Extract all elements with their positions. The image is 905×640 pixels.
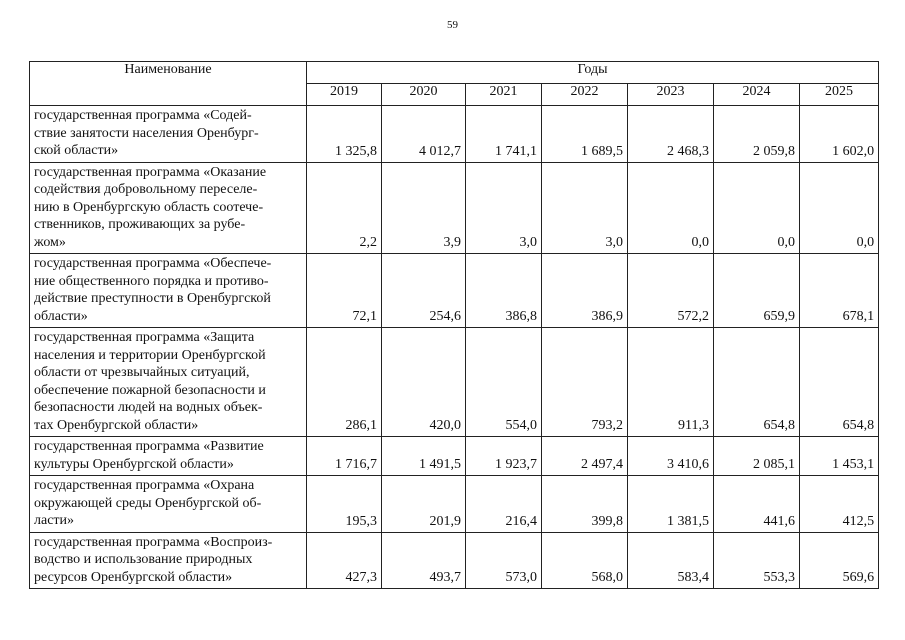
table-body <box>30 106 879 589</box>
value-cell: 572,2 <box>628 254 714 328</box>
program-name-cell <box>30 162 307 254</box>
column-header-year: 2023 <box>628 84 714 106</box>
value-cell: 4 012,7 <box>382 106 466 163</box>
value-cell: 216,4 <box>466 476 542 533</box>
value-cell: 659,9 <box>714 254 800 328</box>
program-name-line: области от чрезвычайных ситуаций, <box>34 365 250 380</box>
program-name-line: государственная программа «Охрана <box>34 478 255 493</box>
value-cell: 654,8 <box>714 328 800 437</box>
program-name-line: государственная программа «Оказание <box>34 164 267 180</box>
program-name-cell <box>30 254 307 328</box>
program-name-line: ской области» <box>34 143 119 158</box>
table-header <box>30 62 879 106</box>
value-cell: 573,0 <box>466 532 542 589</box>
value-cell: 2 085,1 <box>714 437 800 476</box>
value-cell: 1 453,1 <box>800 437 879 476</box>
value-cell: 3,0 <box>542 162 628 254</box>
value-cell: 2,2 <box>307 162 382 254</box>
value-cell: 1 716,7 <box>307 437 382 476</box>
program-name-line: тах Оренбургской области» <box>34 417 199 433</box>
page-number: 59 <box>447 19 458 31</box>
column-header-year: 2024 <box>714 84 800 106</box>
table-row <box>30 328 879 437</box>
column-header-year: 2019 <box>307 84 382 106</box>
program-name-line: государственная программа «Защита <box>34 330 255 345</box>
program-name-line: государственная программа «Развитие <box>34 439 264 454</box>
value-cell: 286,1 <box>307 328 382 437</box>
budget-table <box>29 61 879 589</box>
program-name-line: жом» <box>34 234 66 250</box>
value-cell: 1 689,5 <box>542 106 628 163</box>
table-row <box>30 162 879 254</box>
program-name-cell <box>30 532 307 589</box>
value-cell: 493,7 <box>382 532 466 589</box>
value-cell: 1 381,5 <box>628 476 714 533</box>
value-cell: 427,3 <box>307 532 382 589</box>
program-name-line: содействия добровольному переселе- <box>34 182 258 197</box>
program-name-line: ресурсов Оренбургской области» <box>34 569 233 585</box>
program-name-line: области» <box>34 308 88 324</box>
program-name-line: государственная программа «Содей- <box>34 108 252 123</box>
value-cell: 399,8 <box>542 476 628 533</box>
program-name-line: государственная программа «Воспроиз- <box>34 534 273 550</box>
value-cell: 0,0 <box>628 162 714 254</box>
value-cell: 3,0 <box>466 162 542 254</box>
value-cell: 441,6 <box>714 476 800 533</box>
program-name-line: ласти» <box>34 513 75 528</box>
program-name-line: ние общественного порядка и противо- <box>34 273 269 289</box>
column-header-year: 2021 <box>466 84 542 106</box>
program-name-line: безопасности людей на водных объек- <box>34 400 263 415</box>
program-name-line: государственная программа «Обеспече- <box>34 256 272 271</box>
header-row-top <box>30 62 879 84</box>
value-cell: 1 325,8 <box>307 106 382 163</box>
program-name-cell <box>30 437 307 476</box>
column-header-year: 2022 <box>542 84 628 106</box>
program-name-line: населения и территории Оренбургской <box>34 347 266 363</box>
value-cell: 1 923,7 <box>466 437 542 476</box>
value-cell: 201,9 <box>382 476 466 533</box>
program-name-line: водство и использование природных <box>34 552 253 567</box>
value-cell: 1 741,1 <box>466 106 542 163</box>
value-cell: 420,0 <box>382 328 466 437</box>
value-cell: 412,5 <box>800 476 879 533</box>
value-cell: 911,3 <box>628 328 714 437</box>
program-name-line: окружающей среды Оренбургской об- <box>34 495 262 511</box>
program-name-cell <box>30 476 307 533</box>
value-cell: 0,0 <box>800 162 879 254</box>
table-row <box>30 106 879 163</box>
column-header-years: Годы <box>307 62 879 84</box>
value-cell: 0,0 <box>714 162 800 254</box>
program-name-line: обеспечение пожарной безопасности и <box>34 382 266 398</box>
program-name-cell <box>30 328 307 437</box>
value-cell: 569,6 <box>800 532 879 589</box>
value-cell: 654,8 <box>800 328 879 437</box>
value-cell: 2 468,3 <box>628 106 714 163</box>
value-cell: 1 491,5 <box>382 437 466 476</box>
value-cell: 2 059,8 <box>714 106 800 163</box>
value-cell: 386,8 <box>466 254 542 328</box>
value-cell: 3 410,6 <box>628 437 714 476</box>
value-cell: 2 497,4 <box>542 437 628 476</box>
value-cell: 386,9 <box>542 254 628 328</box>
program-name-line: культуры Оренбургской области» <box>34 456 234 472</box>
value-cell: 678,1 <box>800 254 879 328</box>
program-name-line: действие преступности в Оренбургской <box>34 291 271 306</box>
value-cell: 254,6 <box>382 254 466 328</box>
program-name-cell <box>30 106 307 163</box>
program-name-line: ственников, проживающих за рубе- <box>34 217 246 232</box>
value-cell: 72,1 <box>307 254 382 328</box>
value-cell: 568,0 <box>542 532 628 589</box>
value-cell: 583,4 <box>628 532 714 589</box>
table-row <box>30 476 879 533</box>
value-cell: 1 602,0 <box>800 106 879 163</box>
column-header-name: Наименование <box>30 62 307 106</box>
column-header-year: 2020 <box>382 84 466 106</box>
value-cell: 553,3 <box>714 532 800 589</box>
table-row <box>30 254 879 328</box>
value-cell: 554,0 <box>466 328 542 437</box>
table-row <box>30 532 879 589</box>
program-name-line: нию в Оренбургскую область соотече- <box>34 199 264 215</box>
value-cell: 195,3 <box>307 476 382 533</box>
program-name-line: ствие занятости населения Оренбург- <box>34 125 259 141</box>
value-cell: 793,2 <box>542 328 628 437</box>
table-row <box>30 437 879 476</box>
value-cell: 3,9 <box>382 162 466 254</box>
column-header-year: 2025 <box>800 84 879 106</box>
